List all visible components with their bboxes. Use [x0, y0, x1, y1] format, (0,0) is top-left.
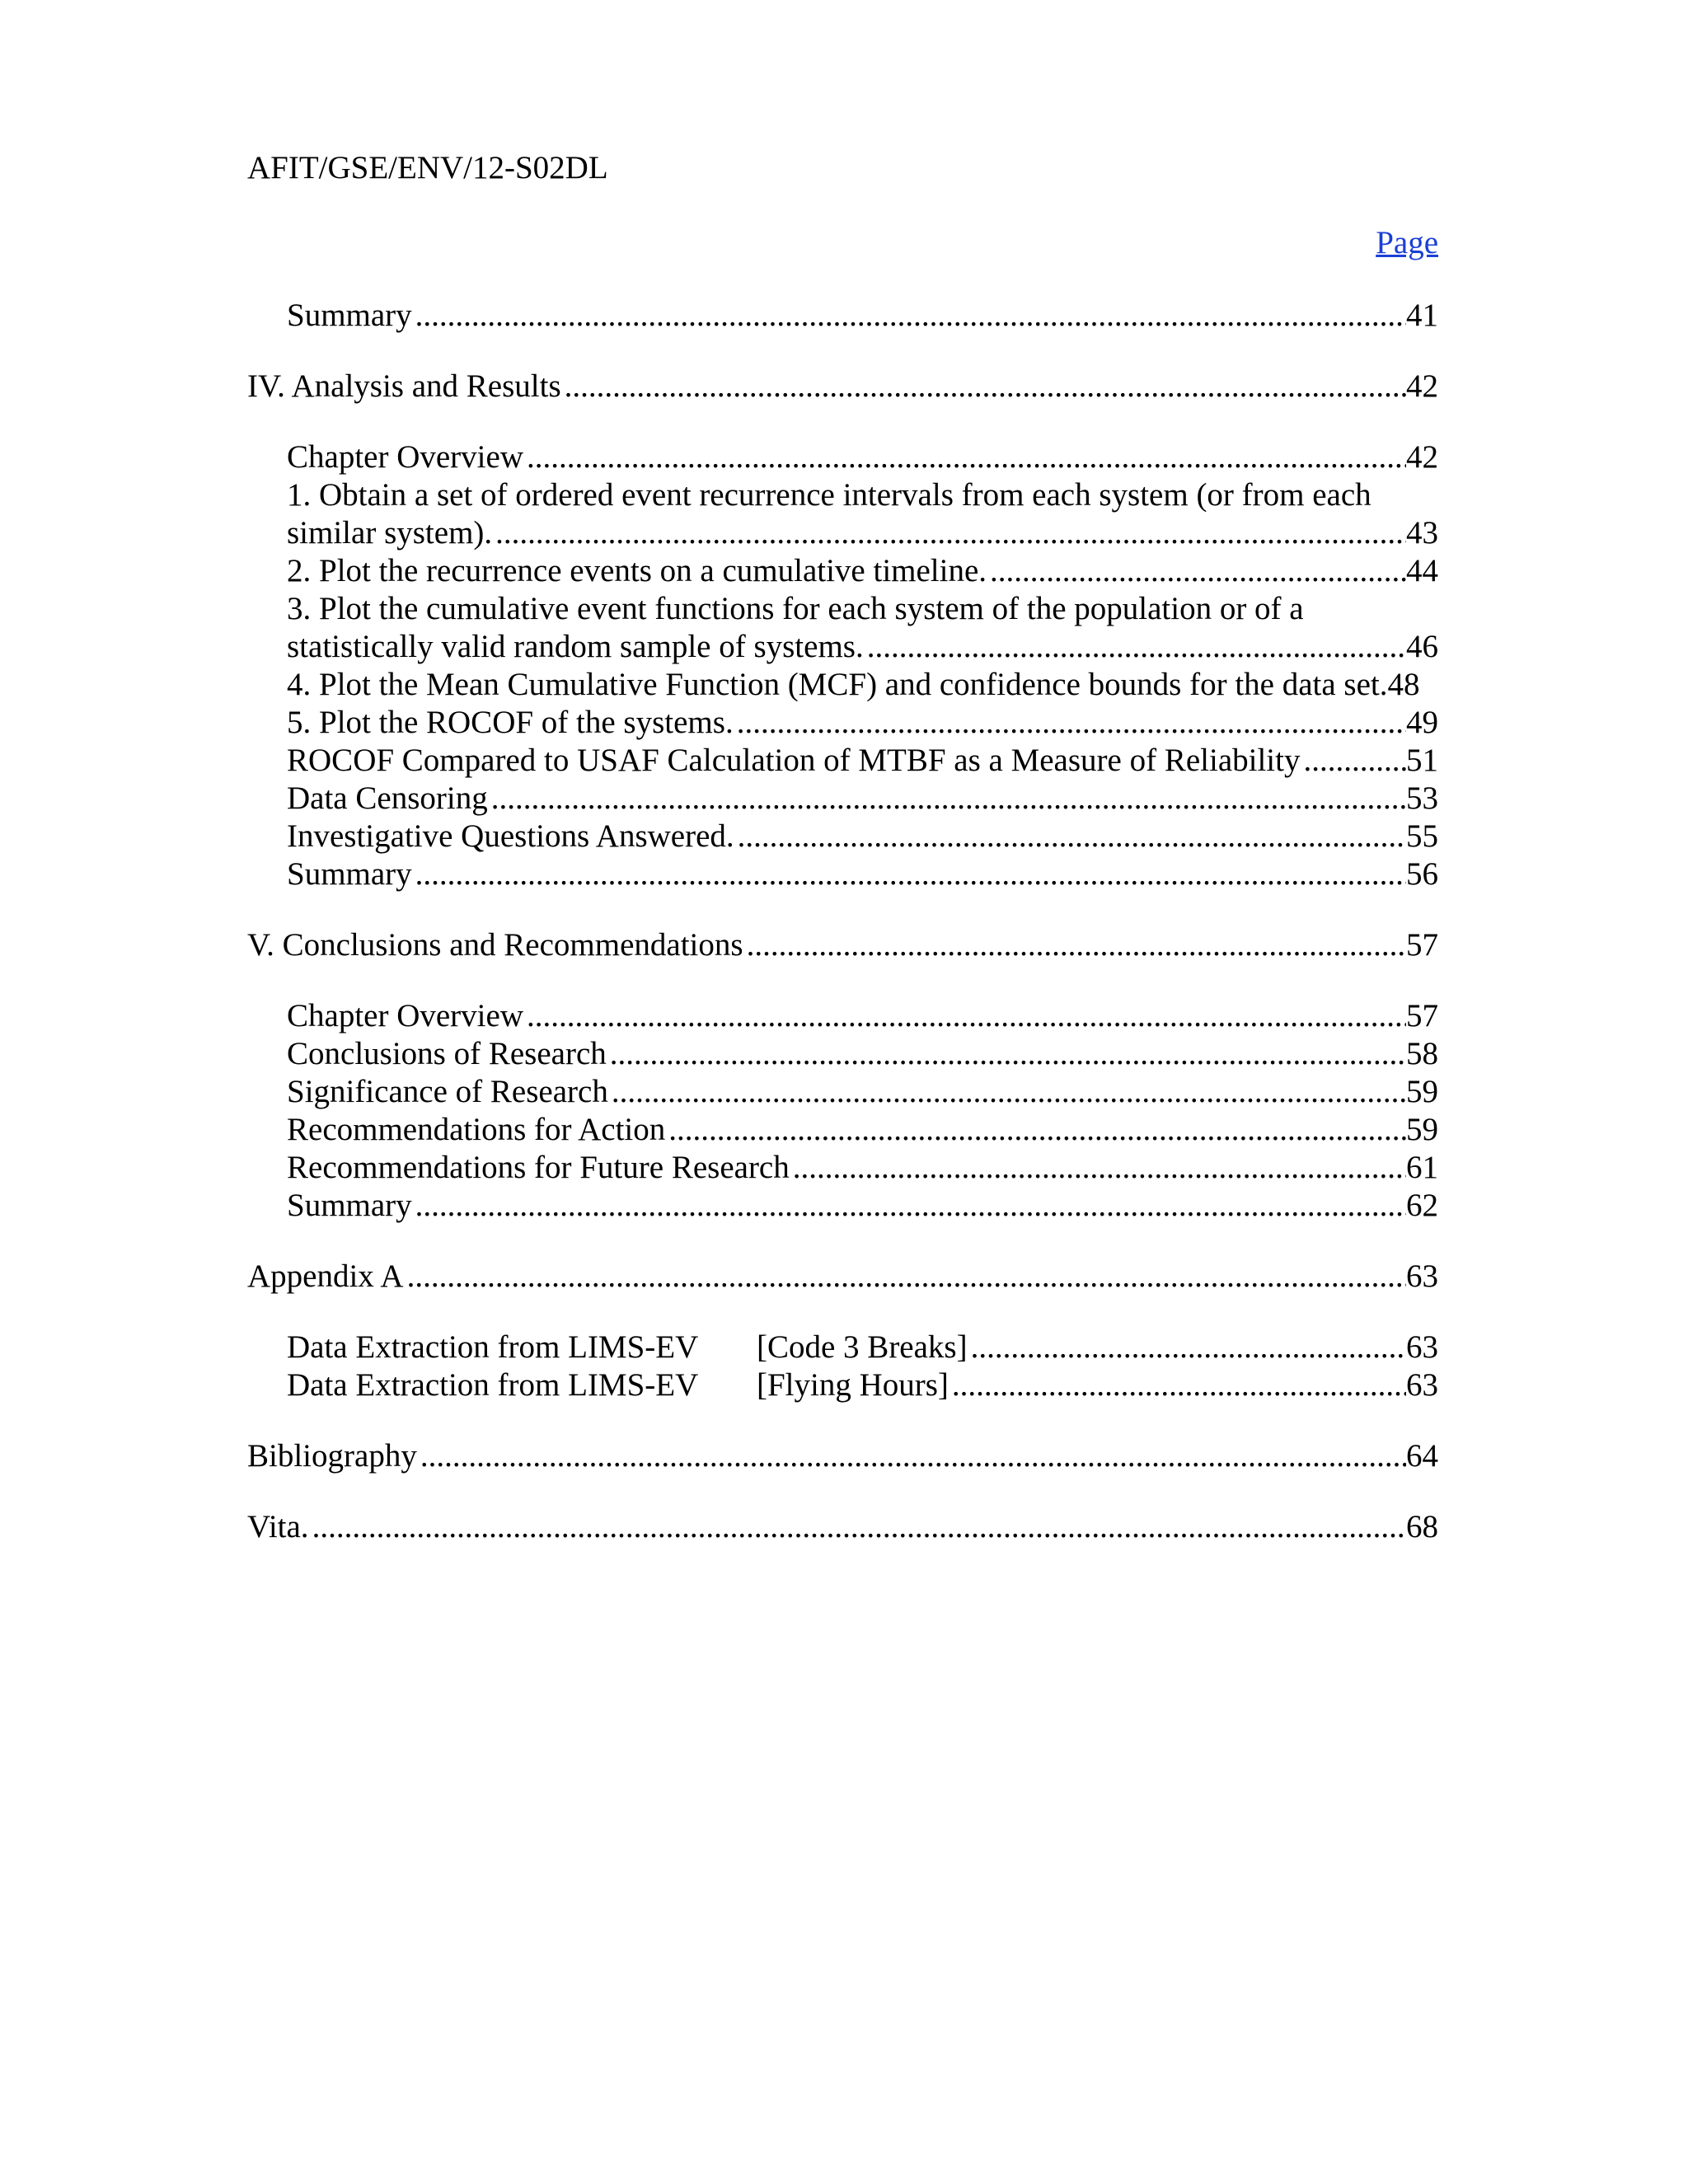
toc-entry-page: 68 — [1406, 1509, 1438, 1544]
toc-entry-summary-v[interactable] — [287, 1187, 1438, 1225]
toc-entry-label: Chapter Overview — [287, 439, 523, 475]
toc-entry-page: 64 — [1406, 1438, 1438, 1474]
toc-entry-sublabel: [Code 3 Breaks] — [757, 1329, 968, 1365]
toc-entry-data-extraction-flying-hours[interactable] — [287, 1366, 1438, 1404]
toc-entry-label: similar system). — [287, 515, 493, 551]
dot-leader — [527, 438, 1406, 476]
toc-entry-significance-of-research[interactable] — [287, 1073, 1438, 1111]
dot-leader — [491, 780, 1406, 818]
dot-leader — [415, 297, 1406, 335]
toc-entry-investigative-questions[interactable] — [287, 818, 1438, 855]
dot-leader — [971, 1329, 1406, 1366]
toc-entry-sublabel: [Flying Hours] — [757, 1367, 949, 1403]
toc-entry-data-censoring[interactable] — [287, 780, 1438, 818]
toc-entry-chapter-iv[interactable] — [247, 368, 1438, 405]
toc-entry-page: 51 — [1406, 743, 1438, 778]
toc-entry-step1[interactable] — [287, 514, 1438, 552]
dot-leader — [565, 368, 1406, 405]
toc-entry-page: 44 — [1406, 553, 1438, 588]
dot-leader — [527, 997, 1406, 1035]
toc-entry-step1-line1[interactable]: 1. Obtain a set of ordered event recurrence intervals from each system (or from each — [287, 477, 1372, 513]
dot-leader — [990, 552, 1406, 590]
toc-entry-label: Bibliography — [247, 1438, 417, 1474]
dot-leader — [668, 1111, 1406, 1149]
toc-entry-page: 46 — [1406, 629, 1438, 664]
toc-entry-label: Chapter Overview — [287, 998, 523, 1033]
toc-entry-page: 62 — [1406, 1188, 1438, 1223]
toc-entry-page: 58 — [1406, 1036, 1438, 1071]
toc-entry-page: 53 — [1406, 780, 1438, 816]
toc-entry-chapter-overview-v[interactable] — [287, 997, 1438, 1035]
toc-entry-page: 42 — [1406, 368, 1438, 404]
toc-entry-label: Investigative Questions Answered. — [287, 818, 734, 854]
toc-entry-chapter-v[interactable] — [247, 926, 1438, 964]
toc-entry-page: 42 — [1406, 439, 1438, 475]
toc-entry-label: statistically valid random sample of systems. — [287, 629, 864, 664]
page-link[interactable]: Page — [1376, 225, 1438, 260]
toc-entry-step4[interactable]: 4. Plot the Mean Cumulative Function (MCF) and confidence bounds for the data set.48 — [287, 667, 1420, 702]
toc-entry-page: 57 — [1406, 927, 1438, 963]
toc-entry-step3[interactable] — [287, 628, 1438, 666]
toc-entry-step5[interactable] — [287, 704, 1438, 742]
dot-leader — [952, 1366, 1406, 1404]
toc-entry-data-extraction-code3[interactable] — [287, 1329, 1438, 1366]
toc-entry-bibliography[interactable] — [247, 1437, 1438, 1475]
document-id: AFIT/GSE/ENV/12-S02DL — [247, 150, 608, 185]
toc-entry-label: 2. Plot the recurrence events on a cumulative timeline. — [287, 553, 987, 588]
dot-leader — [610, 1035, 1406, 1073]
toc-entry-page: 61 — [1406, 1150, 1438, 1185]
toc-entry-label: Data Extraction from LIMS-EV — [287, 1329, 699, 1365]
toc-entry-label: Summary — [287, 1188, 412, 1223]
dot-leader — [495, 514, 1406, 552]
toc-entry-conclusions-of-research[interactable] — [287, 1035, 1438, 1073]
toc-entry-page: 57 — [1406, 998, 1438, 1033]
toc-entry-label: Data Extraction from LIMS-EV — [287, 1367, 699, 1403]
toc-entry-page: 41 — [1406, 298, 1438, 333]
dot-leader — [415, 1187, 1406, 1225]
toc-entry-label: Conclusions of Research — [287, 1036, 607, 1071]
toc-entry-label: V. Conclusions and Recommendations — [247, 927, 743, 963]
toc-entry-recommendations-future-research[interactable] — [287, 1149, 1438, 1187]
toc-entry-step2[interactable] — [287, 552, 1438, 590]
toc-entry-label: Appendix A — [247, 1258, 404, 1294]
toc-entry-summary-iii[interactable] — [287, 297, 1438, 335]
toc-entry-label: Summary — [287, 856, 412, 892]
toc-entry-label: 5. Plot the ROCOF of the systems. — [287, 705, 734, 740]
toc-entry-label: Data Censoring — [287, 780, 488, 816]
dot-leader — [420, 1437, 1406, 1475]
dot-leader — [415, 855, 1406, 893]
toc-entry-label: Recommendations for Future Research — [287, 1150, 790, 1185]
toc-entry-label: Summary — [287, 298, 412, 333]
dot-leader — [407, 1258, 1406, 1296]
toc-entry-page: 56 — [1406, 856, 1438, 892]
toc-entry-label: Recommendations for Action — [287, 1112, 666, 1147]
dot-leader — [737, 704, 1406, 742]
toc-entry-chapter-overview-iv[interactable] — [287, 438, 1438, 476]
dot-leader — [1303, 742, 1406, 780]
toc-entry-label: ROCOF Compared to USAF Calculation of MTBF as a Measure of Reliability — [287, 743, 1301, 778]
dot-leader — [312, 1508, 1406, 1546]
dot-leader — [867, 628, 1406, 666]
toc-entry-page: 63 — [1406, 1367, 1438, 1403]
dot-leader — [793, 1149, 1406, 1187]
toc-entry-label: IV. Analysis and Results — [247, 368, 561, 404]
toc-entry-page: 43 — [1406, 515, 1438, 551]
toc-entry-label: Vita. — [247, 1509, 309, 1544]
toc-entry-label: Significance of Research — [287, 1074, 608, 1109]
toc-entry-page: 49 — [1406, 705, 1438, 740]
toc-entry-appendix-a[interactable] — [247, 1258, 1438, 1296]
toc-entry-page: 63 — [1406, 1258, 1438, 1294]
toc-entry-summary-iv[interactable] — [287, 855, 1438, 893]
dot-leader — [738, 818, 1406, 855]
dot-leader — [747, 926, 1406, 964]
toc-entry-rocof-compared[interactable] — [287, 742, 1438, 780]
toc-entry-page: 55 — [1406, 818, 1438, 854]
toc-entry-step3-line1[interactable]: 3. Plot the cumulative event functions for each system of the population or of a — [287, 591, 1304, 626]
toc-entry-page: 59 — [1406, 1074, 1438, 1109]
toc-entry-recommendations-for-action[interactable] — [287, 1111, 1438, 1149]
dot-leader — [612, 1073, 1406, 1111]
toc-entry-page: 59 — [1406, 1112, 1438, 1147]
toc-entry-page: 63 — [1406, 1329, 1438, 1365]
toc-entry-vita[interactable] — [247, 1508, 1438, 1546]
